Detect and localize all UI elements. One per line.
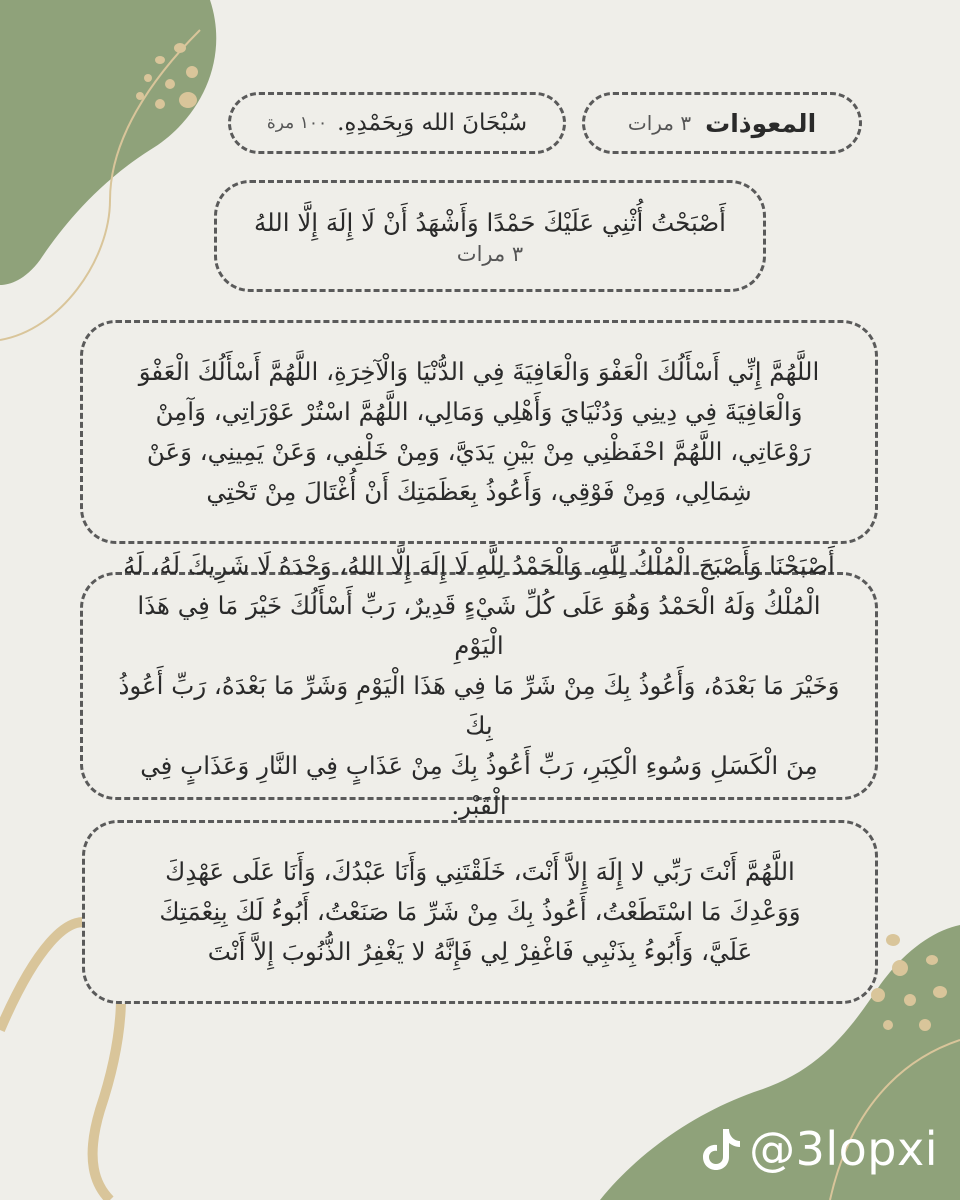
dua-line: اللَّهُمَّ إِنِّي أَسْأَلُكَ الْعَفْوَ وَالْعَافِيَةَ فِي الدُّنْيَا وَالْآخِرَةِ، اللَّهُمَّ أَسْأَلُكَ الْعَفْوَ: [138, 357, 820, 386]
dua-asbahna-text: [83, 546, 875, 826]
subhan-count: ١٠٠ مرة: [266, 113, 328, 133]
dua-istighfar-text: [129, 852, 830, 972]
dua-line: أَصْبَحْنَا وَأَصْبَحَ الْمُلْكُ لِلَّهِ، وَالْحَمْدُ لِلَّهِ لَا إِلَهَ إِلَّا اللهُ، وَحْدَهُ لَا شَرِيكَ لَهُ، لَهُ: [123, 551, 835, 580]
dua-box-asbahna: [80, 551, 878, 820]
muawwidhat-pill: [582, 92, 862, 154]
dua-line: رَوْعَاتِي، اللَّهُمَّ احْفَظْنِي مِنْ بَيْنِ يَدَيَّ، وَمِنْ خَلْفِي، وَعَنْ يَمِينِي، وَعَنْ: [146, 437, 812, 466]
tiktok-watermark: [699, 1122, 938, 1176]
asbahtu-text: أَصْبَحْتُ أُثْنِي عَلَيْكَ حَمْدًا وَأَشْهَدُ أَنْ لَا إِلَهَ إِلَّا اللهُ: [254, 208, 726, 237]
dua-box-afw: [80, 320, 878, 544]
muawwidhat-count: ٣ مرات: [627, 111, 692, 135]
dua-line: الْمُلْكُ وَلَهُ الْحَمْدُ وَهُوَ عَلَى كُلِّ شَيْءٍ قَدِيرٌ، رَبِّ أَسْأَلُكَ خَيْرَ مَا فِي هَذَا الْيَوْمِ: [137, 591, 821, 660]
dua-line: اللَّهُمَّ أَنْتَ رَبِّي لا إِلَهَ إِلاَّ أَنْتَ، خَلَقْتَنِي وَأَنَا عَبْدُكَ، وَأَنَا عَلَى عَهْدِكَ: [165, 857, 795, 886]
dua-line: شِمَالِي، وَمِنْ فَوْقِي، وَأَعُوذُ بِعَظَمَتِكَ أَنْ أُغْتَالَ مِنْ تَحْتِي: [206, 477, 752, 506]
subhan-pill: [228, 92, 566, 154]
dua-box-sayyid-istighfar: [82, 820, 878, 1004]
dua-line: وَوَعْدِكَ مَا اسْتَطَعْتُ، أَعُوذُ بِكَ مِنْ شَرِّ مَا صَنَعْتُ، أَبُوءُ لَكَ بِنِعْمَتِكَ: [159, 897, 801, 926]
asbahtu-count: ٣ مرات: [456, 242, 524, 266]
dua-line: عَلَيَّ، وَأَبُوءُ بِذَنْبِي فَاغْفِرْ لِي فَإِنَّهُ لا يَغْفِرُ الذُّنُوبَ إِلاَّ أَنْتَ: [207, 937, 753, 966]
dua-line: وَالْعَافِيَةَ فِي دِينِي وَدُنْيَايَ وَأَهْلِي وَمَالِي، اللَّهُمَّ اسْتُرْ عَوْرَاتِي، وَآمِنْ: [155, 397, 803, 426]
watermark-handle: @3lopxi: [749, 1122, 938, 1176]
dua-afw-text: [109, 352, 850, 512]
subhan-title: سُبْحَانَ الله وَبِحَمْدِهِ.: [337, 110, 528, 136]
asbahtu-box: [214, 180, 766, 292]
dua-line: وَخَيْرَ مَا بَعْدَهُ، وَأَعُوذُ بِكَ مِنْ شَرِّ مَا فِي هَذَا الْيَوْمِ وَشَرِّ مَا بَعْدَهُ، رَبِّ أَعُوذُ بِكَ: [118, 671, 840, 740]
top-left-blob: [0, 0, 216, 285]
dua-line: مِنَ الْكَسَلِ وَسُوءِ الْكِبَرِ، رَبِّ أَعُوذُ بِكَ مِنْ عَذَابٍ فِي النَّارِ وَعَذَابٍ فِي الْقَبْرِ.: [140, 751, 818, 820]
tiktok-icon: [699, 1125, 743, 1173]
muawwidhat-title: المعوذات: [705, 108, 817, 138]
